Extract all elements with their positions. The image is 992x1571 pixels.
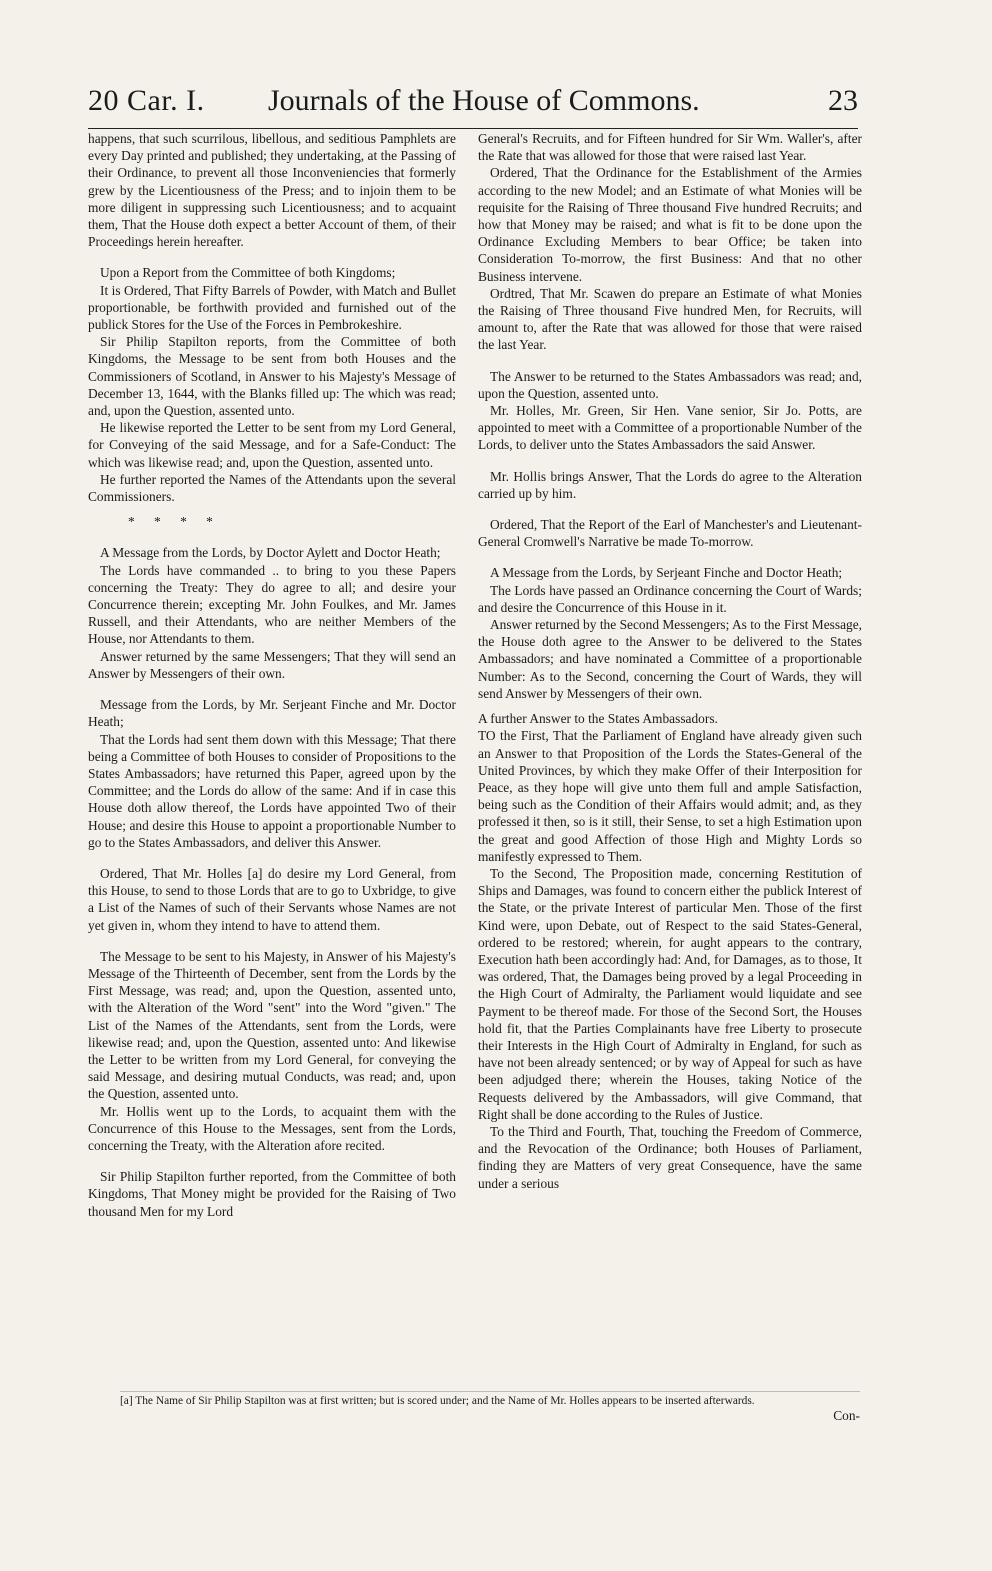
- paragraph: The Lords have passed an Ordinance concerning the Court of Wards; and desire the Concurrence of this House in it.: [478, 582, 862, 615]
- asterisk-divider: * * * *: [128, 514, 221, 530]
- running-header: [88, 80, 858, 129]
- paragraph: The Answer to be returned to the States Ambassadors was read; and, upon the Question, assented unto.: [478, 368, 862, 401]
- footnote: [a] The Name of Sir Philip Stapilton was at first written; but is scored under; and the Name of Mr. Holles appears to be inserted afterwards.: [120, 1391, 860, 1408]
- page-number: 23: [828, 84, 858, 117]
- paragraph: Mr. Holles, Mr. Green, Sir Hen. Vane senior, Sir Jo. Potts, are appointed to meet with a Committee of a proportionable Number of the Lords, to deliver unto the States Ambassadors the said Answer.: [478, 403, 862, 453]
- paragraph: Sir Philip Stapilton reports, from the Committee of both Kingdoms, the Message to be sent from both Houses and the Commissioners of Scotland, in Answer to his Majesty's Message of December 13, 1644, with the Blanks filled up: The which was read; and, upon the Question, assented unto.: [88, 334, 456, 419]
- journal-title: Journals of the House of Commons.: [268, 84, 700, 117]
- section-heading: A further Answer to the States Ambassadors.: [478, 711, 718, 727]
- paragraph: TO the First, That the Parliament of England have already given such an Answer to that Proposition of the Lords the States-General of the United Provinces, by which they make Offer of their Interposition for Peace, as they hope will give unto them full and ample Satisfaction, being such as the Condition of their Affairs would admit; and, as they professed it then, so is it still, their Sense, to set a high Estimation upon the great and good Affection of those High and Mighty Lords so manifestly expressed to Them.: [478, 728, 862, 864]
- catchword: Con-: [833, 1408, 860, 1423]
- paragraph: Ordtred, That Mr. Scawen do prepare an Estimate of what Monies the Raising of Three thousand Five hundred Men, for Recruits, will amount to, after the Rate that was allowed for those that were raised the last Year.: [478, 285, 862, 353]
- paragraph: Answer returned by the Second Messengers; As to the First Message, the House doth agree to the Answer to be delivered to the States Ambassadors; and have nominated a Committee of a proportionable Number: As to the Second, concerning the Court of Wards, they will send Answer by Messengers of their own.: [478, 617, 862, 701]
- paragraph: The Lords have commanded .. to bring to you these Papers concerning the Treaty: They do agree to all; and desire your Concurrence therein; excepting Mr. John Foulkes, and Mr. James Russell, and their Attendants, who are neither Members of the House, nor Attendants to them.: [88, 562, 456, 647]
- paragraph: To the Third and Fourth, That, touching the Freedom of Commerce, and the Revocation of the Ordinance; both Houses of Parliament, finding they are Matters of very great Consequence, have the same under a serious: [478, 1123, 862, 1191]
- paragraph: To the Second, The Proposition made, concerning Restitution of Ships and Damages, was found to concern either the publick Interest of the State, or the private Interest of particular Men. Those of the first Kind were, upon Debate, out of Respect to the said States-General, ordered to be restored; wherein, for aught appears to the contrary, Execution hath been accordingly had: And, for Damages, as to those, It was ordered, That, the Damages being proved by a legal Proceeding in the High Court of Admiralty, the Parliament would liquidate and see Payment to be thereof made. For those of the Second Sort, the Houses hold fit, that the Parties Complainants have free Liberty to prosecute their Interests in the High Court of Admiralty in England, for such as have not been already sentenced; or by way of Appeal for such as have been adjudged there; wherein the Houses, taking Notice of the Requests delivered by the Ambassadors, will give Command, that Right shall be done according to the Rules of Justice.: [478, 865, 862, 1122]
- paragraph: Mr. Hollis went up to the Lords, to acquaint them with the Concurrence of this House to the Messages, sent from the Lords, concerning the Treaty, with the Alteration afore recited.: [88, 1103, 456, 1153]
- regnal-year: 20 Car. I.: [88, 84, 205, 117]
- paragraph: Upon a Report from the Committee of both Kingdoms;: [100, 265, 396, 281]
- paragraph: Answer returned by the same Messengers; That they will send an Answer by Messengers of their own.: [88, 648, 456, 681]
- paragraph: He further reported the Names of the Attendants upon the several Commissioners.: [88, 471, 456, 505]
- paragraph: Message from the Lords, by Mr. Serjeant Finche and Mr. Doctor Heath;: [88, 697, 456, 730]
- paragraph: Ordered, That Mr. Holles [a] do desire my Lord General, from this House, to send to those Lords that are to go to Uxbridge, to give a List of the Names of such of their Servants whose Names are not yet given in, whom they intend to have to attend them.: [88, 865, 456, 933]
- paragraph: General's Recruits, and for Fifteen hundred for Sir Wm. Waller's, after the Rate that was allowed for those that were raised last Year.: [478, 131, 862, 164]
- paragraph: It is Ordered, That Fifty Barrels of Powder, with Match and Bullet proportionable, be forthwith provided and furnished out of the publick Stores for the Use of the Forces in Pembrokeshire.: [88, 282, 456, 333]
- right-column: [478, 130, 862, 1192]
- paragraph: Mr. Hollis brings Answer, That the Lords do agree to the Alteration carried up by him.: [478, 468, 862, 501]
- paragraph: He likewise reported the Letter to be sent from my Lord General, for Conveying of the said Message, and for a Safe-Conduct: The which was likewise read; and, upon the Question, assented unto.: [88, 420, 456, 470]
- paragraph: Ordered, That the Report of the Earl of Manchester's and Lieutenant-General Cromwell's Narrative be made To-morrow.: [478, 517, 862, 550]
- left-column: [88, 130, 456, 1220]
- paragraph: A Message from the Lords, by Doctor Aylett and Doctor Heath;: [100, 545, 441, 561]
- paragraph: A Message from the Lords, by Serjeant Finche and Doctor Heath;: [490, 565, 843, 581]
- paragraph: That the Lords had sent them down with this Message; That there being a Committee of both Houses to consider of Propositions to the States Ambassadors; have returned this Paper, agreed upon by the Committee; and the Lords do allow of the same: And if in case this House doth allow thereof, the Lords have appointed Two of their House; and desire this House to appoint a proportionable Number to go to the States Ambassadors, and deliver this Answer.: [88, 731, 456, 850]
- paragraph: Sir Philip Stapilton further reported, from the Committee of both Kingdoms, That Money might be provided for the Raising of Two thousand Men for my Lord: [88, 1169, 456, 1219]
- paragraph: The Message to be sent to his Majesty, in Answer of his Majesty's Message of the Thirteenth of December, sent from the Lords by the First Message, was read; and, upon the Question, assented unto, with the Alteration of the Word "sent" into the Word "given." The List of the Names of the Attendants, sent from the Lords, were likewise read; and, upon the Question, assented unto: And likewise the Letter to be written from my Lord General, for conveying the said Message, and desiring mutual Conducts, was read; and, upon the Question, assented unto.: [88, 948, 456, 1102]
- paragraph: happens, that such scurrilous, libellous, and seditious Pamphlets are every Day printed and published; they undertaking, at the Passing of their Ordinance, to prevent all those Inconveniencies that formerly grew by the Licentiousness of the Press; and to injoin them to be more diligent in suppressing such Licentiousness; and to acquaint them, That the House doth expect a better Account of them, of their Proceedings herein hereafter.: [88, 131, 456, 250]
- paragraph: Ordered, That the Ordinance for the Establishment of the Armies according to the new Model; and an Estimate of what Monies will be requisite for the Raising of Three thousand Five hundred Recruits; and how that Money may be raised; and what is fit to be done upon the Ordinance Excluding Members to bear Office; be taken into Consideration To-morrow, the first Business: And that no other Business intervene.: [478, 165, 862, 284]
